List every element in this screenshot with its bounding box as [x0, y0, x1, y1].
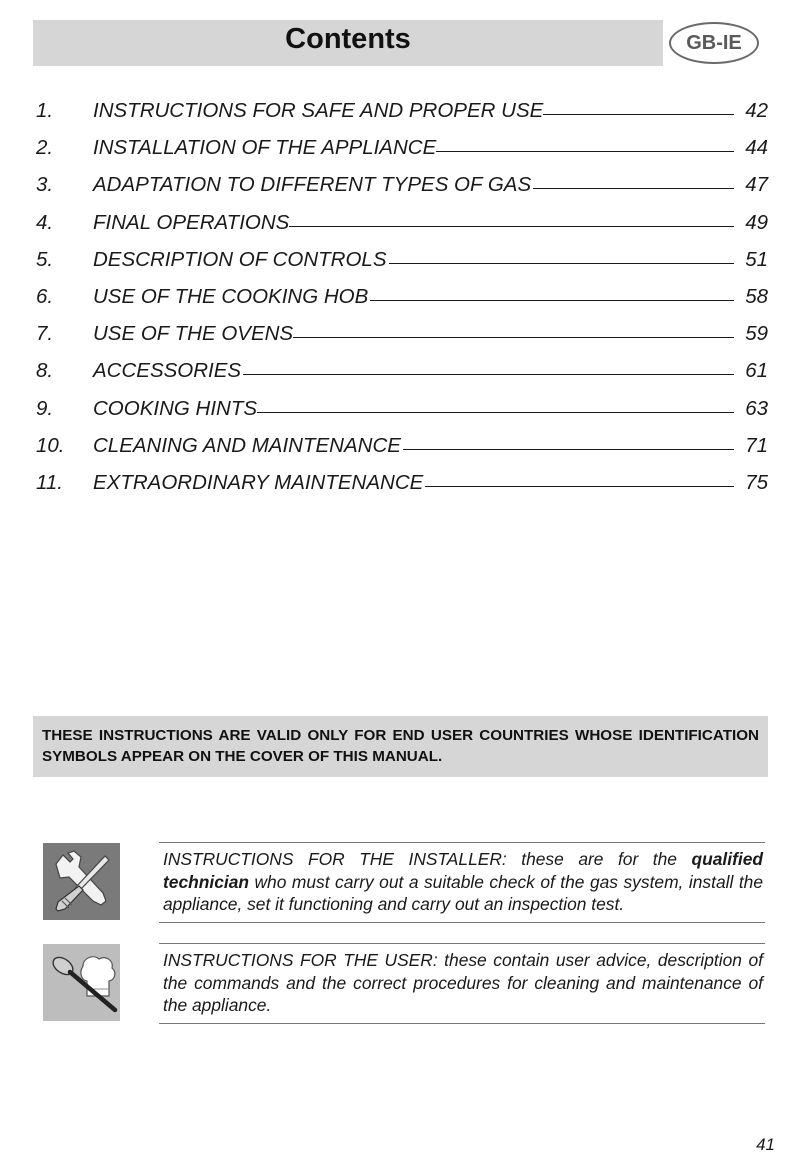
toc-leader [425, 486, 734, 487]
toc-number: 3. [36, 173, 54, 197]
toc-title: INSTRUCTIONS FOR SAFE AND PROPER USE [93, 99, 544, 122]
toc-number: 1. [36, 99, 54, 122]
toc-page: 75 [745, 470, 768, 494]
toc-page: 71 [745, 433, 768, 457]
toc-title: DESCRIPTION OF CONTROLS [93, 247, 387, 271]
toc-number: 5. [36, 247, 54, 271]
table-of-contents [36, 99, 768, 508]
toc-title: ADAPTATION TO DIFFERENT TYPES OF GAS [93, 173, 532, 197]
toc-page: 51 [745, 247, 768, 271]
toc-leader [533, 188, 734, 189]
qualified-technician-emphasis: qualified technician [163, 849, 763, 892]
toc-leader [370, 300, 734, 301]
toc-number: 11. [36, 470, 63, 494]
toc-title: USE OF THE OVENS [93, 322, 294, 346]
toc-entry[interactable] [36, 248, 768, 285]
toc-page: 47 [745, 173, 768, 197]
toc-number: 8. [36, 359, 54, 383]
installer-instructions-text [159, 842, 765, 923]
toc-number: 10. [36, 433, 65, 457]
toc-title: COOKING HINTS [93, 396, 258, 420]
page-title: Contents [285, 22, 411, 55]
toc-leader [243, 374, 734, 375]
toc-page: 49 [745, 210, 768, 234]
installer-text-rest: who must carry out a suitable check of the gas system, install the appliance, set it functioning and carry out an inspection test. [163, 871, 763, 914]
toc-page: 42 [745, 99, 768, 122]
toc-number: 6. [36, 284, 54, 308]
toc-leader [543, 114, 734, 115]
toc-page: 59 [745, 322, 768, 346]
toc-title: FINAL OPERATIONS [93, 210, 290, 234]
toc-number: 4. [36, 210, 54, 234]
toc-title: INSTALLATION OF THE APPLIANCE [93, 136, 437, 160]
toc-entry[interactable] [36, 99, 768, 136]
toc-entry[interactable] [36, 359, 768, 396]
toc-entry[interactable] [36, 434, 768, 471]
toc-page: 58 [745, 284, 768, 308]
spoon-chef-hat-icon [43, 944, 120, 1021]
toc-leader [289, 226, 734, 227]
toc-title: ACCESSORIES [93, 359, 242, 383]
toc-entry[interactable] [36, 322, 768, 359]
page-number: 41 [756, 1135, 775, 1154]
validity-notice: THESE INSTRUCTIONS ARE VALID ONLY FOR END USER COUNTRIES WHOSE IDENTIFICATION SYMBOLS APPEAR ON THE COVER OF THIS MANUAL. [33, 716, 768, 777]
toc-entry[interactable] [36, 285, 768, 322]
toc-leader [257, 412, 734, 413]
toc-leader [403, 449, 734, 450]
language-badge: GB-IE [669, 22, 759, 64]
toc-page: 44 [745, 136, 768, 160]
user-instructions-text: INSTRUCTIONS FOR THE USER: these contain user advice, description of the commands and the correct procedures for cleaning and maintenance of the appliance. [159, 943, 765, 1024]
toc-number: 7. [36, 322, 54, 346]
toc-leader [436, 151, 734, 152]
toc-title: USE OF THE COOKING HOB [93, 284, 369, 308]
toc-number: 9. [36, 396, 54, 420]
toc-entry[interactable] [36, 173, 768, 210]
toc-leader [293, 337, 734, 338]
installer-text-intro: INSTRUCTIONS FOR THE INSTALLER: these are for the [163, 849, 692, 869]
toc-entry[interactable] [36, 136, 768, 173]
toc-title: EXTRAORDINARY MAINTENANCE [93, 470, 424, 494]
toc-leader [389, 263, 735, 264]
toc-number: 2. [36, 136, 54, 160]
toc-entry[interactable] [36, 397, 768, 434]
toc-entry[interactable] [36, 471, 768, 508]
toc-title: CLEANING AND MAINTENANCE [93, 433, 401, 457]
toc-entry[interactable] [36, 211, 768, 248]
toc-page: 61 [745, 359, 768, 383]
toc-page: 63 [745, 396, 768, 420]
contents-header-bar [33, 20, 663, 66]
wrench-screwdriver-icon [43, 843, 120, 920]
